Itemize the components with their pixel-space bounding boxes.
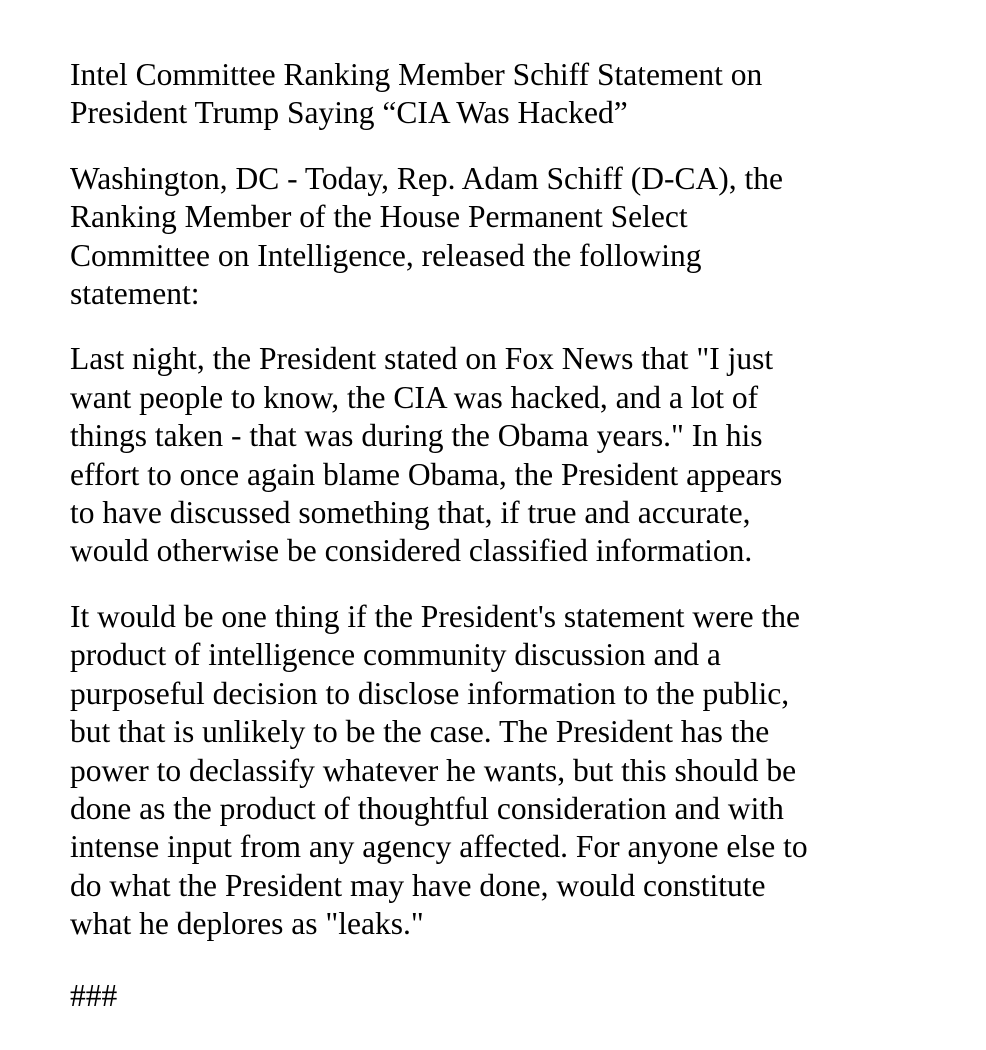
paragraph-line: product of intelligence community discussion and a bbox=[70, 637, 721, 673]
dateline-paragraph bbox=[70, 160, 970, 314]
statement-title bbox=[70, 56, 970, 133]
body-paragraph bbox=[70, 340, 970, 570]
paragraph-line: but that is unlikely to be the case. The President has the bbox=[70, 714, 770, 750]
paragraph-line: power to declassify whatever he wants, but this should be bbox=[70, 752, 797, 788]
paragraph-line: Last night, the President stated on Fox News that "I just bbox=[70, 341, 774, 377]
end-marker: ### bbox=[70, 977, 118, 1013]
paragraph-line: want people to know, the CIA was hacked, and a lot of bbox=[70, 379, 759, 415]
paragraph-line: things taken - that was during the Obama years." In his bbox=[70, 418, 763, 454]
paragraph-line: done as the product of thoughtful consideration and with bbox=[70, 790, 784, 826]
paragraph-line: do what the President may have done, would constitute bbox=[70, 867, 766, 903]
paragraph-line: Ranking Member of the House Permanent Select bbox=[70, 199, 688, 235]
paragraph-line: Committee on Intelligence, released the following bbox=[70, 237, 702, 273]
paragraph-line: intense input from any agency affected. For anyone else to bbox=[70, 829, 808, 865]
paragraph-line: what he deplores as "leaks." bbox=[70, 906, 424, 942]
press-statement bbox=[70, 56, 970, 1015]
title-line: President Trump Saying “CIA Was Hacked” bbox=[70, 95, 628, 131]
paragraph-line: effort to once again blame Obama, the President appears bbox=[70, 456, 783, 492]
paragraph-line: to have discussed something that, if true and accurate, bbox=[70, 495, 751, 531]
title-line: Intel Committee Ranking Member Schiff Statement on bbox=[70, 57, 763, 92]
paragraph-line: purposeful decision to disclose information to the public, bbox=[70, 675, 790, 711]
paragraph-line: statement: bbox=[70, 276, 200, 312]
body-paragraph bbox=[70, 598, 970, 944]
paragraph-line: It would be one thing if the President's statement were the bbox=[70, 598, 800, 634]
paragraph-line: would otherwise be considered classified information. bbox=[70, 533, 753, 569]
paragraph-line: Washington, DC - Today, Rep. Adam Schiff (D-CA), the bbox=[70, 160, 783, 196]
